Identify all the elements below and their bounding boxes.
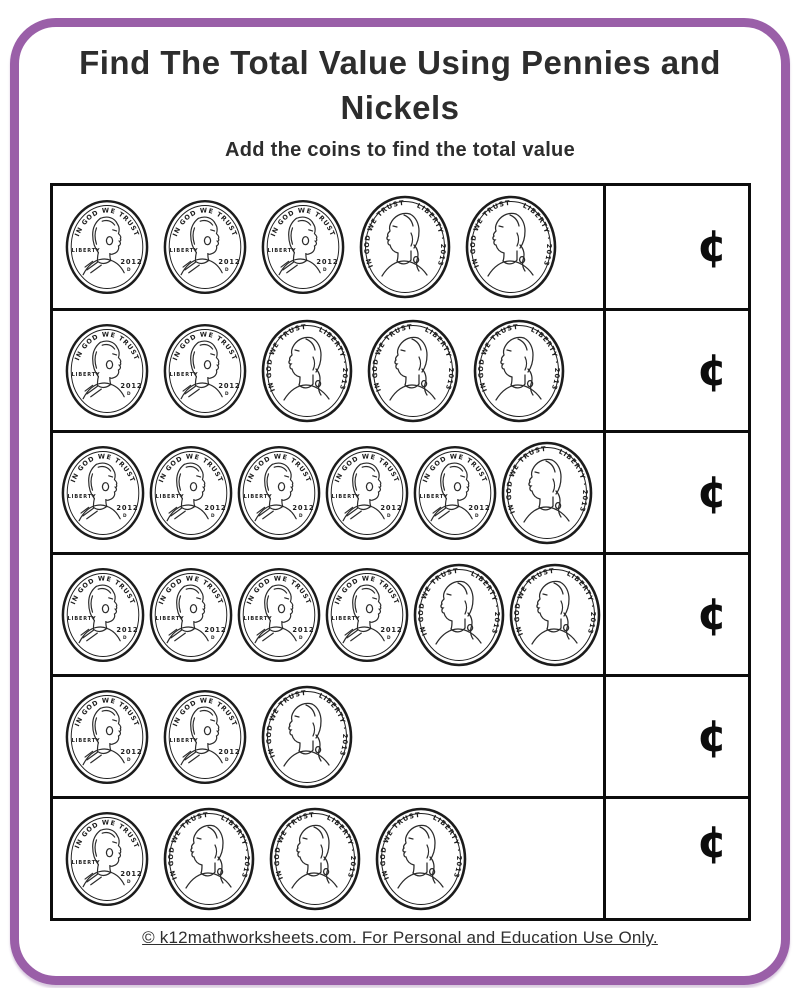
penny-coin xyxy=(65,323,149,419)
penny-coin xyxy=(65,199,149,295)
penny-liberty-text: LIBERTY xyxy=(331,615,360,622)
penny-mint-text: D xyxy=(224,391,229,397)
coins-table xyxy=(50,183,751,921)
answer-blank[interactable] xyxy=(606,311,748,430)
penny-motto-text: IN GOD WE TRUST xyxy=(170,329,239,362)
penny-liberty-text: LIBERTY xyxy=(71,247,100,254)
penny-coin xyxy=(65,689,149,785)
coins-cell xyxy=(53,555,606,674)
nickel-coin xyxy=(465,195,557,299)
answer-blank[interactable] xyxy=(606,555,748,674)
nickel-liberty-year-text: LIBERTY · 2013 xyxy=(430,813,463,879)
penny-motto-text: IN GOD WE TRUST xyxy=(72,695,141,728)
penny-coin xyxy=(65,811,149,907)
penny-coin xyxy=(163,199,247,295)
penny-liberty-text: LIBERTY xyxy=(169,737,198,744)
penny-coin xyxy=(237,567,321,663)
nickel-motto-text: IN GOD WE TRUST xyxy=(504,444,547,515)
penny-mint-text: D xyxy=(322,267,327,273)
penny-year-text: 2012 xyxy=(115,625,138,634)
coins-cell xyxy=(53,677,606,796)
penny-coin xyxy=(325,567,409,663)
penny-liberty-text: LIBERTY xyxy=(419,493,448,500)
penny-coin xyxy=(149,445,233,541)
penny-year-text: 2012 xyxy=(291,625,314,634)
cent-symbol: ¢ xyxy=(696,710,728,762)
nickel-motto-text: IN GOD WE TRUST xyxy=(264,322,307,393)
table-row xyxy=(53,308,748,430)
nickel-liberty-year-text: LIBERTY · 2013 xyxy=(316,691,349,757)
nickel-liberty-year-text: LIBERTY · 2013 xyxy=(528,325,561,391)
penny-year-text: 2012 xyxy=(217,258,240,267)
nickel-motto-text: IN GOD WE TRUST xyxy=(166,810,209,881)
penny-coin xyxy=(163,323,247,419)
penny-year-text: 2012 xyxy=(119,258,142,267)
penny-liberty-text: LIBERTY xyxy=(169,247,198,254)
page-title-line1: Find The Total Value Using Pennies and xyxy=(79,44,721,81)
penny-liberty-text: LIBERTY xyxy=(155,493,184,500)
answer-blank[interactable] xyxy=(606,677,748,796)
cent-symbol: ¢ xyxy=(696,588,728,640)
penny-liberty-text: LIBERTY xyxy=(71,371,100,378)
penny-motto-text: IN GOD WE TRUST xyxy=(420,451,489,484)
penny-liberty-text: LIBERTY xyxy=(331,493,360,500)
nickel-motto-text: IN GOD WE TRUST xyxy=(468,198,511,269)
answer-blank[interactable] xyxy=(606,433,748,552)
penny-motto-text: IN GOD WE TRUST xyxy=(68,451,137,484)
penny-coin xyxy=(325,445,409,541)
nickel-coin xyxy=(163,807,255,911)
penny-mint-text: D xyxy=(126,757,131,763)
nickel-motto-text: IN GOD WE TRUST xyxy=(370,322,413,393)
penny-mint-text: D xyxy=(122,513,127,519)
penny-mint-text: D xyxy=(126,267,131,273)
page-title-line2: Nickels xyxy=(340,89,460,126)
penny-liberty-text: LIBERTY xyxy=(67,615,96,622)
cent-symbol: ¢ xyxy=(696,817,728,868)
penny-year-text: 2012 xyxy=(119,869,142,878)
nickel-liberty-year-text: LIBERTY · 2013 xyxy=(422,325,455,391)
penny-liberty-text: LIBERTY xyxy=(155,615,184,622)
penny-motto-text: IN GOD WE TRUST xyxy=(72,329,141,362)
nickel-liberty-year-text: LIBERTY · 2013 xyxy=(520,201,553,268)
nickel-liberty-year-text: LIBERTY · 2013 xyxy=(324,813,357,879)
penny-liberty-text: LIBERTY xyxy=(243,615,272,622)
penny-year-text: 2012 xyxy=(115,503,138,512)
penny-mint-text: D xyxy=(122,635,127,641)
nickel-coin xyxy=(261,319,353,423)
penny-motto-text: IN GOD WE TRUST xyxy=(156,451,225,484)
penny-motto-text: IN GOD WE TRUST xyxy=(268,206,337,238)
penny-mint-text: D xyxy=(298,513,303,519)
penny-motto-text: IN GOD WE TRUST xyxy=(332,573,401,606)
penny-motto-text: IN GOD WE TRUST xyxy=(170,206,239,238)
nickel-motto-text: IN GOD WE TRUST xyxy=(416,566,459,637)
penny-year-text: 2012 xyxy=(379,625,402,634)
penny-mint-text: D xyxy=(126,879,131,885)
penny-year-text: 2012 xyxy=(379,503,402,512)
penny-year-text: 2012 xyxy=(217,747,240,756)
penny-liberty-text: LIBERTY xyxy=(267,247,296,254)
penny-mint-text: D xyxy=(386,635,391,641)
penny-coin xyxy=(413,445,497,541)
coins-cell xyxy=(53,433,606,552)
table-row xyxy=(53,674,748,796)
answer-blank[interactable] xyxy=(606,186,748,308)
nickel-coin xyxy=(367,319,459,423)
penny-mint-text: D xyxy=(126,391,131,397)
coins-cell xyxy=(53,799,606,918)
nickel-liberty-year-text: LIBERTY · 2013 xyxy=(468,569,501,635)
penny-liberty-text: LIBERTY xyxy=(71,859,100,866)
nickel-motto-text: IN GOD WE TRUST xyxy=(264,688,307,759)
nickel-liberty-year-text: LIBERTY · 2013 xyxy=(316,325,349,391)
penny-coin xyxy=(61,567,145,663)
footer-credit[interactable]: © k12mathworksheets.com. For Personal and Education Use Only. xyxy=(142,928,658,947)
table-row xyxy=(53,796,748,918)
table-row xyxy=(53,186,748,308)
cent-symbol: ¢ xyxy=(696,221,728,272)
penny-motto-text: IN GOD WE TRUST xyxy=(156,573,225,606)
nickel-coin xyxy=(509,563,601,667)
nickel-coin xyxy=(269,807,361,911)
nickel-liberty-year-text: LIBERTY · 2013 xyxy=(556,447,589,513)
coins-cell xyxy=(53,186,606,308)
nickel-coin xyxy=(261,685,353,789)
nickel-liberty-year-text: LIBERTY · 2013 xyxy=(414,201,447,268)
penny-year-text: 2012 xyxy=(119,747,142,756)
penny-year-text: 2012 xyxy=(119,381,142,390)
penny-year-text: 2012 xyxy=(203,503,226,512)
penny-mint-text: D xyxy=(474,513,479,519)
answer-blank[interactable] xyxy=(606,799,748,918)
nickel-coin xyxy=(359,195,451,299)
cent-symbol: ¢ xyxy=(696,466,728,518)
penny-year-text: 2012 xyxy=(203,625,226,634)
penny-motto-text: IN GOD WE TRUST xyxy=(68,573,137,606)
penny-mint-text: D xyxy=(210,513,215,519)
penny-mint-text: D xyxy=(210,635,215,641)
penny-mint-text: D xyxy=(298,635,303,641)
table-row xyxy=(53,552,748,674)
penny-coin xyxy=(237,445,321,541)
penny-mint-text: D xyxy=(386,513,391,519)
penny-year-text: 2012 xyxy=(315,258,338,267)
nickel-motto-text: IN GOD WE TRUST xyxy=(378,810,421,881)
page-title xyxy=(19,40,781,130)
table-row xyxy=(53,430,748,552)
penny-liberty-text: LIBERTY xyxy=(243,493,272,500)
nickel-motto-text: IN GOD WE TRUST xyxy=(362,198,405,269)
penny-coin xyxy=(163,689,247,785)
penny-motto-text: IN GOD WE TRUST xyxy=(72,206,141,238)
penny-motto-text: IN GOD WE TRUST xyxy=(332,451,401,484)
penny-year-text: 2012 xyxy=(291,503,314,512)
penny-year-text: 2012 xyxy=(217,381,240,390)
penny-motto-text: IN GOD WE TRUST xyxy=(72,817,141,850)
nickel-coin xyxy=(473,319,565,423)
penny-liberty-text: LIBERTY xyxy=(67,493,96,500)
penny-liberty-text: LIBERTY xyxy=(71,737,100,744)
penny-mint-text: D xyxy=(224,267,229,273)
penny-motto-text: IN GOD WE TRUST xyxy=(244,451,313,484)
nickel-motto-text: IN GOD WE TRUST xyxy=(476,322,519,393)
penny-coin xyxy=(149,567,233,663)
nickel-liberty-year-text: LIBERTY · 2013 xyxy=(218,813,251,879)
nickel-liberty-year-text: LIBERTY · 2013 xyxy=(564,569,597,635)
penny-motto-text: IN GOD WE TRUST xyxy=(170,695,239,728)
coins-cell xyxy=(53,311,606,430)
cent-symbol: ¢ xyxy=(696,344,728,396)
penny-year-text: 2012 xyxy=(467,503,490,512)
worksheet-page xyxy=(10,18,790,985)
penny-mint-text: D xyxy=(224,757,229,763)
penny-liberty-text: LIBERTY xyxy=(169,371,198,378)
penny-coin xyxy=(61,445,145,541)
penny-motto-text: IN GOD WE TRUST xyxy=(244,573,313,606)
nickel-coin xyxy=(501,441,593,545)
nickel-motto-text: IN GOD WE TRUST xyxy=(272,810,315,881)
nickel-coin xyxy=(375,807,467,911)
page-subtitle: Add the coins to find the total value xyxy=(225,139,575,161)
penny-coin xyxy=(261,199,345,295)
nickel-motto-text: IN GOD WE TRUST xyxy=(512,566,555,637)
nickel-coin xyxy=(413,563,505,667)
